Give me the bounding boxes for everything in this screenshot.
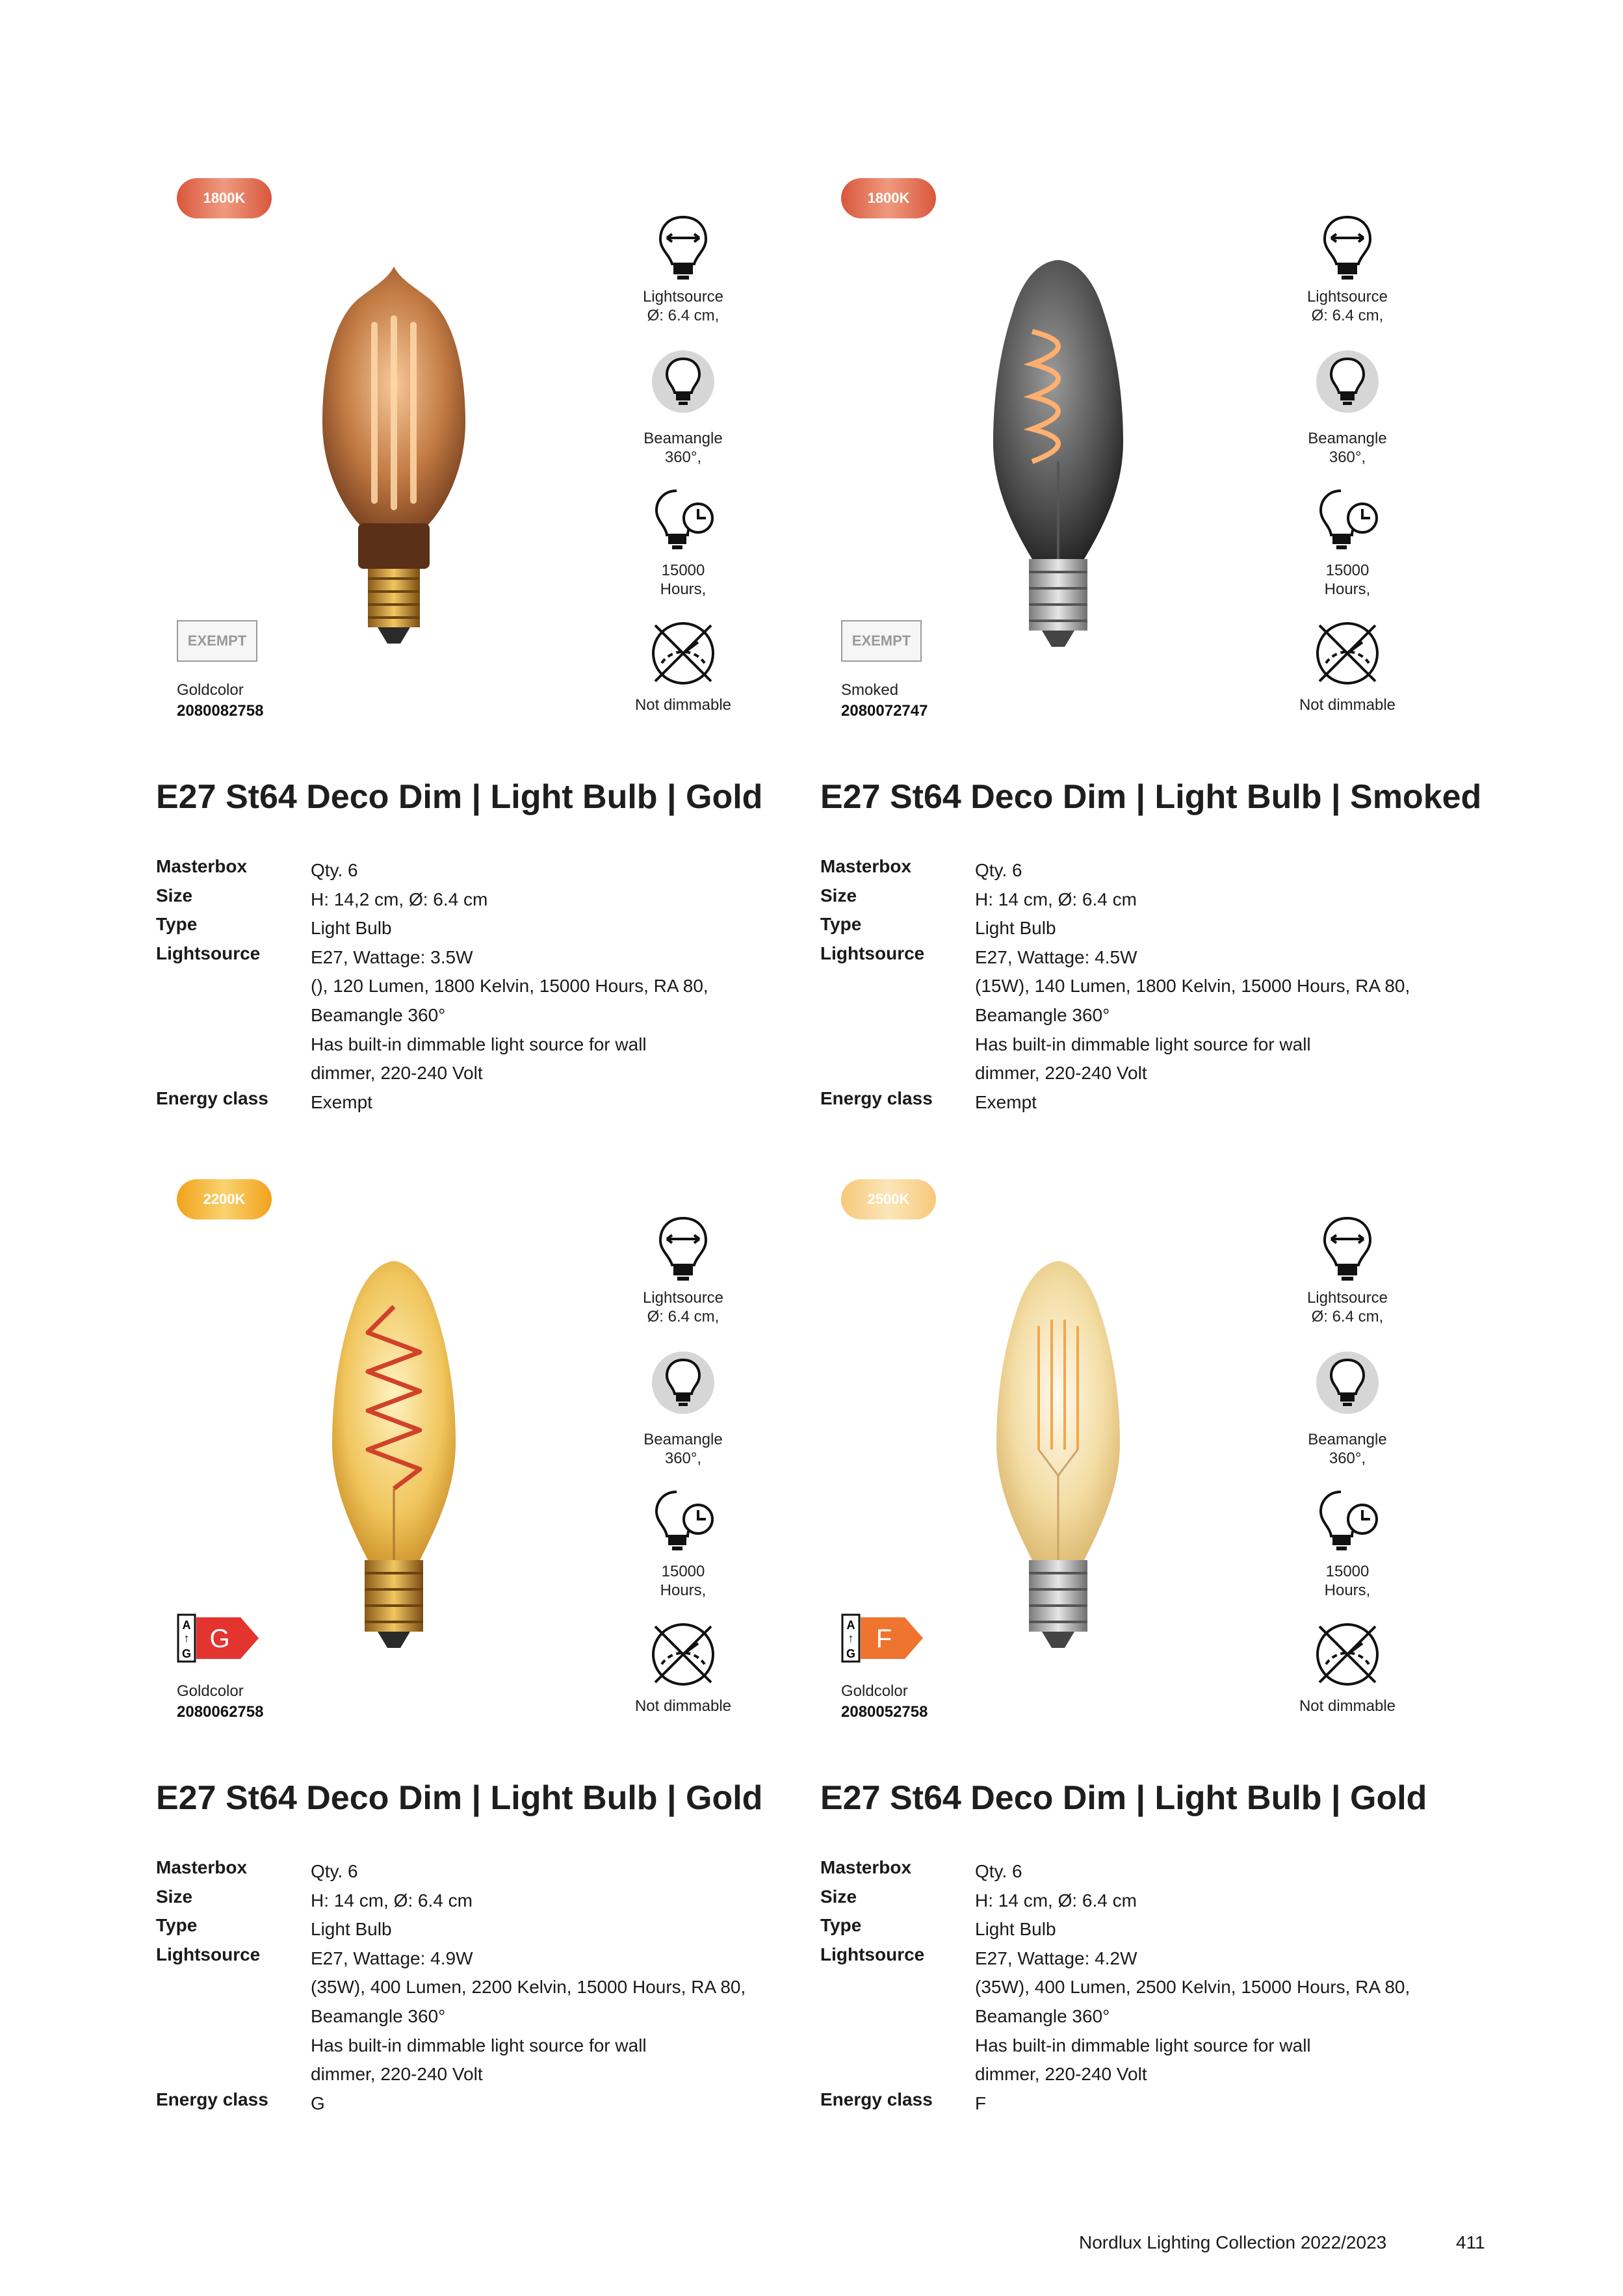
energy-scale-bottom: G — [846, 1647, 856, 1660]
spec-label: Type — [820, 914, 862, 935]
spec-value: (15W), 140 Lumen, 1800 Kelvin, 15000 Hours, RA 80, — [975, 976, 1410, 997]
spec-value: Has built-in dimmable light source for wall — [311, 1034, 647, 1054]
spec-label: Size — [820, 885, 857, 906]
spec-value: Beamangle 360° — [311, 1005, 446, 1025]
lightsource-label: Lightsource — [1306, 288, 1388, 306]
product-title: E27 St64 Deco Dim | Light Bulb | Gold — [156, 1779, 763, 1817]
bulb-image — [296, 1255, 491, 1677]
footer-collection: Nordlux Lighting Collection 2022/2023 — [1079, 2232, 1387, 2252]
beamangle-value: 360°, — [664, 449, 702, 466]
beamangle-value: 360°, — [664, 1450, 702, 1467]
energy-scale-arrow-icon: ↑ — [848, 1632, 854, 1645]
hours-label: Hours, — [1324, 581, 1371, 598]
lightsource-diameter-icon — [1312, 212, 1383, 283]
spec-label: Type — [156, 914, 198, 935]
beamangle-icon — [647, 346, 719, 417]
beamangle-value: 360°, — [1329, 449, 1366, 466]
energy-class-letter: F — [876, 1624, 892, 1653]
spec-value: (35W), 400 Lumen, 2500 Kelvin, 15000 Hours, RA 80, — [975, 1977, 1410, 1998]
beamangle-value: 360°, — [1329, 1450, 1366, 1467]
spec-label: Lightsource — [156, 943, 261, 963]
dimmable-label: Not dimmable — [634, 1697, 732, 1715]
spec-value: E27, Wattage: 4.5W — [975, 946, 1137, 967]
spec-value: Beamangle 360° — [975, 2006, 1110, 2026]
lightsource-label: Lightsource — [642, 288, 724, 306]
beamangle-label: Beamangle — [1308, 1431, 1387, 1448]
spec-label: Masterbox — [820, 1857, 912, 1877]
lifetime-hours-icon — [1312, 484, 1383, 556]
lightsource-label: Lightsource — [642, 1289, 724, 1307]
spec-value: Qty. 6 — [975, 860, 1022, 880]
spec-value: (35W), 400 Lumen, 2200 Kelvin, 15000 Hours, RA 80, — [311, 1977, 746, 1998]
beamangle-label: Beamangle — [643, 430, 723, 447]
spec-label: Lightsource — [156, 1944, 261, 1964]
variant-name: Smoked — [841, 681, 899, 699]
spec-value: dimmer, 220-240 Volt — [311, 2064, 483, 2085]
not-dimmable-icon — [647, 1619, 719, 1690]
spec-value: Beamangle 360° — [975, 1005, 1110, 1025]
hours-value: 15000 — [661, 1563, 705, 1580]
spec-value: H: 14,2 cm, Ø: 6.4 cm — [311, 889, 488, 909]
lightsource-diameter-icon — [647, 1213, 719, 1285]
spec-value: H: 14 cm, Ø: 6.4 cm — [975, 889, 1137, 909]
spec-value: H: 14 cm, Ø: 6.4 cm — [975, 1890, 1137, 1911]
spec-value: Light Bulb — [311, 918, 392, 939]
lightsource-value: Ø: 6.4 cm, — [647, 307, 720, 324]
beamangle-icon — [1312, 346, 1383, 417]
bulb-image — [961, 254, 1156, 676]
energy-class-label — [841, 1613, 926, 1663]
spec-label: Size — [156, 885, 193, 906]
hours-label: Hours, — [1324, 1582, 1371, 1599]
spec-label: Type — [156, 1915, 198, 1936]
kelvin-badge: 2500K — [841, 1179, 936, 1220]
product-title: E27 St64 Deco Dim | Light Bulb | Gold — [820, 1779, 1427, 1817]
sku: 2080082758 — [177, 702, 264, 720]
spec-value: Qty. 6 — [311, 1861, 358, 1881]
product-card — [155, 1177, 805, 2139]
spec-label: Type — [820, 1915, 862, 1936]
spec-label: Size — [820, 1886, 857, 1907]
dimmable-label: Not dimmable — [1299, 1697, 1396, 1715]
not-dimmable-icon — [1312, 618, 1383, 689]
spec-value: dimmer, 220-240 Volt — [975, 1063, 1147, 1084]
product-card — [819, 1177, 1469, 2139]
spec-label: Energy class — [820, 2089, 933, 2109]
energy-class-letter: G — [209, 1624, 230, 1653]
product-title: E27 St64 Deco Dim | Light Bulb | Smoked — [820, 778, 1482, 816]
energy-scale-arrow-icon: ↑ — [183, 1632, 190, 1645]
lightsource-diameter-icon — [647, 212, 719, 283]
spec-label: Masterbox — [156, 856, 248, 876]
bulb-image — [961, 1255, 1156, 1677]
hours-label: Hours, — [660, 581, 707, 598]
kelvin-badge: 1800K — [841, 178, 936, 218]
lightsource-diameter-icon — [1312, 1213, 1383, 1285]
variant-name: Goldcolor — [177, 1682, 244, 1700]
hours-value: 15000 — [1325, 562, 1370, 579]
spec-value: Light Bulb — [311, 1919, 392, 1940]
spec-value: dimmer, 220-240 Volt — [311, 1063, 483, 1084]
beamangle-label: Beamangle — [643, 1431, 723, 1448]
spec-label: Energy class — [156, 2089, 268, 2109]
spec-value: G — [311, 2093, 325, 2113]
sku: 2080072747 — [841, 702, 928, 720]
bulb-image — [296, 254, 491, 676]
spec-value: Qty. 6 — [975, 1861, 1022, 1881]
dimmable-label: Not dimmable — [1299, 696, 1396, 714]
spec-label: Energy class — [820, 1088, 933, 1108]
spec-value: (), 120 Lumen, 1800 Kelvin, 15000 Hours, RA 80, — [311, 976, 708, 997]
lightsource-value: Ø: 6.4 cm, — [647, 1308, 720, 1325]
energy-scale-top: A — [182, 1619, 191, 1632]
beamangle-icon — [647, 1347, 719, 1418]
spec-value: F — [975, 2093, 987, 2113]
energy-exempt-mark: EXEMPT — [177, 620, 257, 662]
spec-value: E27, Wattage: 4.2W — [975, 1948, 1137, 1968]
spec-label: Energy class — [156, 1088, 268, 1108]
spec-label: Masterbox — [820, 856, 912, 876]
spec-label: Size — [156, 1886, 193, 1907]
spec-value: Exempt — [975, 1091, 1037, 1112]
hours-value: 15000 — [661, 562, 705, 579]
beamangle-icon — [1312, 1347, 1383, 1418]
spec-label: Masterbox — [156, 1857, 248, 1877]
spec-label: Lightsource — [820, 1944, 925, 1964]
sku: 2080062758 — [177, 1703, 264, 1721]
energy-scale-top: A — [846, 1619, 855, 1632]
not-dimmable-icon — [647, 618, 719, 689]
spec-label: Lightsource — [820, 943, 925, 963]
product-card — [155, 176, 805, 1138]
spec-value: dimmer, 220-240 Volt — [975, 2064, 1147, 2085]
spec-value: Light Bulb — [975, 918, 1056, 939]
page-number: 411 — [1456, 2232, 1485, 2252]
spec-value: E27, Wattage: 3.5W — [311, 946, 473, 967]
energy-scale-bottom: G — [181, 1647, 192, 1660]
hours-label: Hours, — [660, 1582, 707, 1599]
sku: 2080052758 — [841, 1703, 928, 1721]
product-card — [819, 176, 1482, 1138]
lifetime-hours-icon — [647, 1485, 719, 1557]
beamangle-label: Beamangle — [1308, 430, 1387, 447]
not-dimmable-icon — [1312, 1619, 1383, 1690]
dimmable-label: Not dimmable — [634, 696, 732, 714]
lightsource-value: Ø: 6.4 cm, — [1311, 1308, 1384, 1325]
lightsource-label: Lightsource — [1306, 1289, 1388, 1307]
spec-value: H: 14 cm, Ø: 6.4 cm — [311, 1890, 473, 1911]
kelvin-badge: 1800K — [177, 178, 272, 218]
spec-value: Exempt — [311, 1091, 372, 1112]
energy-class-label — [177, 1613, 261, 1663]
variant-name: Goldcolor — [177, 681, 244, 699]
spec-value: Has built-in dimmable light source for wall — [975, 1034, 1311, 1054]
product-title: E27 St64 Deco Dim | Light Bulb | Gold — [156, 778, 763, 816]
spec-value: Beamangle 360° — [311, 2006, 446, 2026]
spec-value: Light Bulb — [975, 1919, 1056, 1940]
lightsource-value: Ø: 6.4 cm, — [1311, 307, 1384, 324]
lifetime-hours-icon — [647, 484, 719, 556]
spec-value: Has built-in dimmable light source for wall — [975, 2035, 1311, 2055]
spec-value: Has built-in dimmable light source for wall — [311, 2035, 647, 2055]
spec-value: E27, Wattage: 4.9W — [311, 1948, 473, 1968]
variant-name: Goldcolor — [841, 1682, 908, 1700]
energy-exempt-mark: EXEMPT — [841, 620, 922, 662]
lifetime-hours-icon — [1312, 1485, 1383, 1557]
hours-value: 15000 — [1325, 1563, 1370, 1580]
kelvin-badge: 2200K — [177, 1179, 272, 1220]
spec-value: Qty. 6 — [311, 860, 358, 880]
